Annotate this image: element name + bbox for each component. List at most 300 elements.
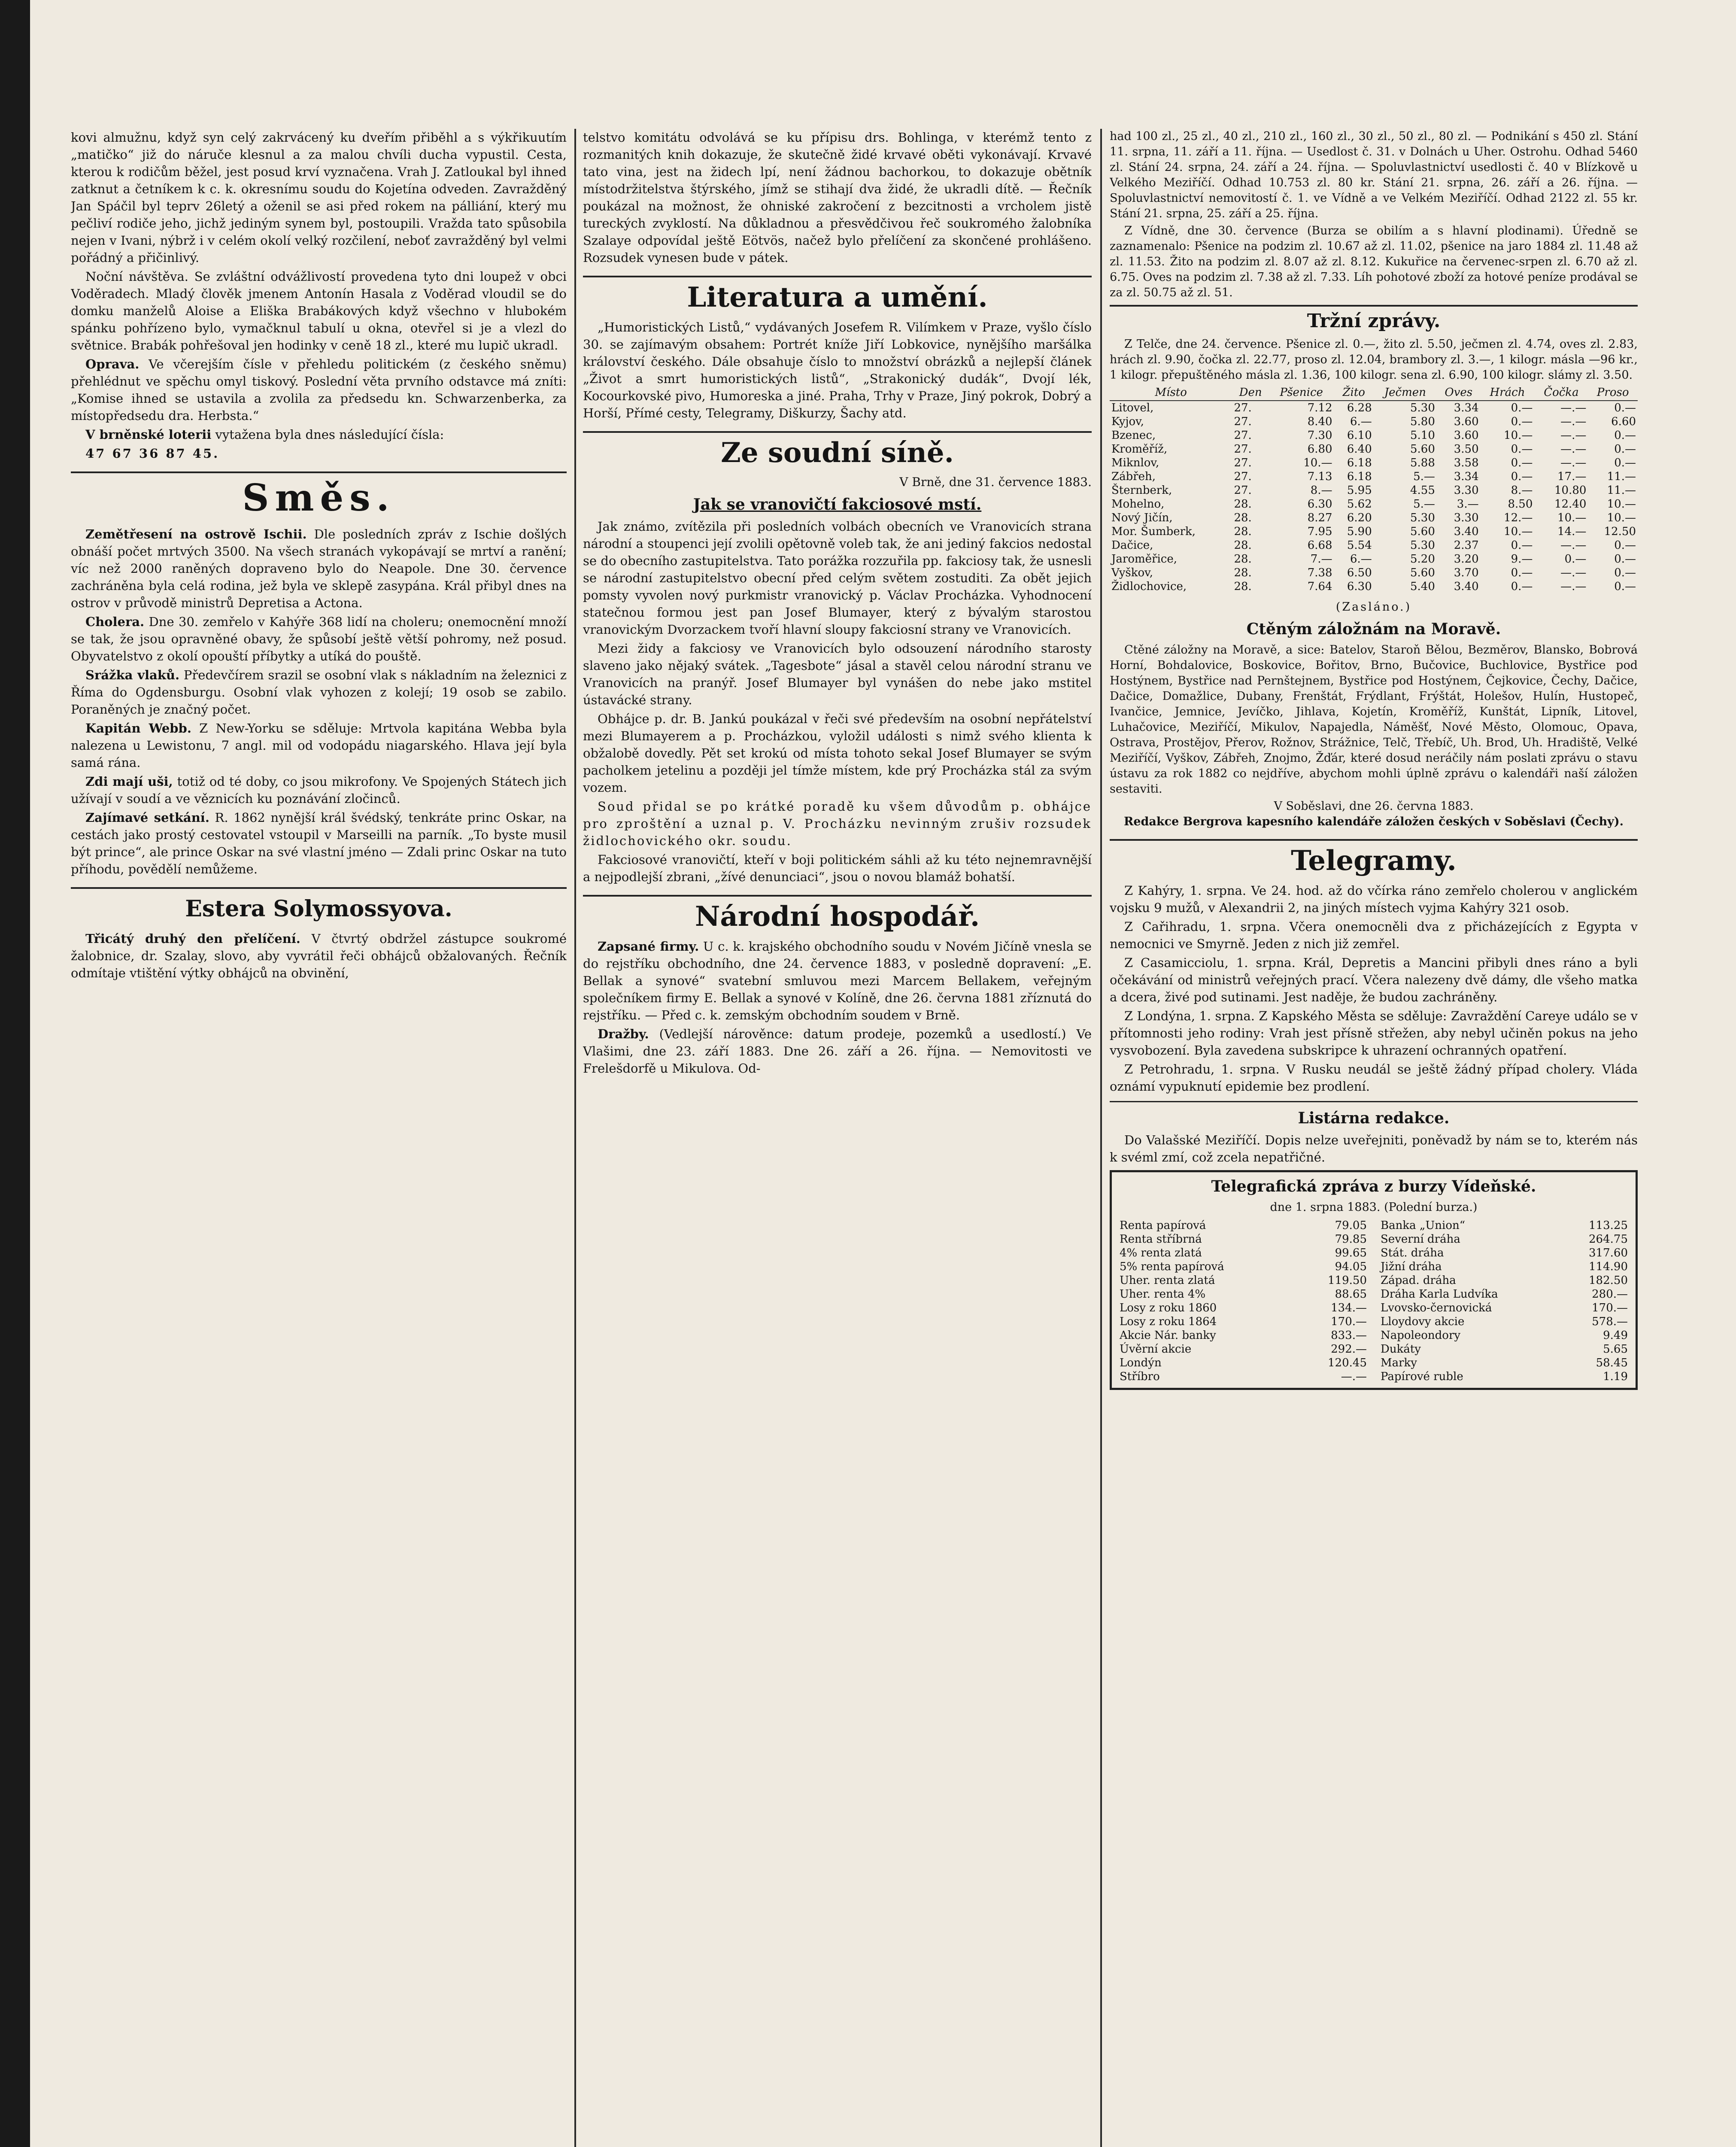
market-table-row (1110, 552, 1638, 566)
market-table-cell: 5.30 (1410, 401, 1435, 414)
stock-table-right (1379, 1219, 1630, 1384)
meeting-text: R. 1862 nynější král švédský, tenkráte princ Oskar, na cestách jako prostý cestovatel vstoupil v Marseilli na parník. „To byste musil být prince“, ale prince Oskar na své vlastní jméno — Zdali princ Oskar na tuto příhodu, povědělí nemůžeme. (71, 810, 567, 876)
market-table-cell: 10.— (1504, 525, 1533, 538)
market-table-cell: 0.— (1614, 553, 1636, 566)
market-table-cell: 3.— (1457, 498, 1479, 511)
market-table-cell: Kyjov, (1111, 415, 1144, 428)
stock-price: 1.19 (1603, 1370, 1628, 1383)
market-table-cell: —.— (1560, 456, 1587, 469)
market-table-cell: 5.30 (1410, 539, 1435, 552)
market-table-cell: —.— (1560, 539, 1587, 552)
market-table-cell: Mohelno, (1111, 498, 1165, 511)
market-table-cell: —.— (1560, 566, 1587, 579)
stock-name: Dukáty (1381, 1343, 1421, 1356)
market-table-cell: 3.40 (1454, 525, 1479, 538)
stock-row (1118, 1246, 1369, 1260)
market-table-cell: 6.60 (1611, 415, 1636, 428)
stock-name: Lloydovy akcie (1381, 1315, 1465, 1328)
stock-row (1118, 1315, 1369, 1329)
train-crash-text: Předevčírem srazil se osobní vlak s nákladním na železnici z Říma do Ogdensburgu. Osobní vlak vyhozen z kolejí; 19 osob se zabilo. Poraněných je značný počet. (71, 668, 567, 717)
market-table-row (1110, 442, 1638, 456)
stock-price: 88.65 (1335, 1288, 1367, 1301)
telegram-constantinople: Z Cařihradu, 1. srpna. Včera onemocněli dva z přicházejících z Egypta v nemocnici ve Smyrně. Jeden z nich již zemřel. (1110, 919, 1638, 951)
market-table-cell: —.— (1560, 415, 1587, 428)
train-crash-paragraph (71, 666, 567, 718)
auctions-text: (Vedlejší nárověnce: datum prodeje, pozemků a usedlostí.) Ve Vlašimi, dne 23. září 1883. Dne 26. září a 26. října. — Nemovitosti ve Frelešdorfě u Mikulova. Od- (583, 1027, 1092, 1076)
header-cell: Čočka (1534, 385, 1588, 401)
stock-name: Losy z roku 1860 (1120, 1302, 1217, 1314)
lottery-numbers: 47 67 36 87 45. (85, 446, 220, 461)
market-table-cell: 0.— (1614, 443, 1636, 456)
market-table-cell: 28. (1234, 539, 1252, 552)
stock-row (1118, 1260, 1369, 1274)
market-table-cell: 27. (1234, 443, 1252, 456)
savings-banks-date: V Soběslavi, dne 26. června 1883. (1274, 800, 1474, 813)
market-table-cell: 0.— (1614, 580, 1636, 593)
earthquake-paragraph (71, 526, 567, 611)
stock-exchange-box (1110, 1170, 1638, 1390)
market-table-cell: —.— (1560, 580, 1587, 593)
editorial-letters-title: Listárna redakce. (1298, 1109, 1450, 1127)
market-table-cell: Jaroměřice, (1111, 553, 1178, 566)
walls-ears-paragraph (71, 773, 567, 807)
auctions-continuation: had 100 zl., 25 zl., 40 zl., 210 zl., 160 zl., 30 zl., 50 zl., 80 zl. — Podnikání s 450 zl. Stání 11. srpna, 11. září a 11. října. — Usedlost č. 31. v Dolnách u Uher. Ostrohu. Odhad 5460 zl. Stání 24. srpna, 24. září a 24. října. — Spoluvlastnictví usedlosti č. 40 v Blízkově u Velkého Meziříčí. Odhad 10.753 zl. 80 kr. Stání 21. srpna, 26. září a 26. října. — Spoluvlastnictví nemovitostí č. 1. ve Vídně a ve Velkém Meziříčí. Odhad 2122 zl. 55 kr. Stání 21. srpna, 25. září a 25. října. (1110, 130, 1638, 220)
market-table-cell: 3.40 (1454, 580, 1479, 593)
market-table-cell: 27. (1234, 401, 1252, 414)
stock-price: 79.85 (1335, 1233, 1367, 1246)
captain-webb-paragraph (71, 720, 567, 771)
walls-ears-text: totiž od té doby, co jsou mikrofony. Ve Spojených Státech jich užívají v soudí a ve věznicích ku poznávání zločinců. (71, 774, 567, 806)
market-table-cell: 3.60 (1454, 415, 1479, 428)
stock-price: 99.65 (1335, 1247, 1367, 1259)
lottery-paragraph (71, 426, 567, 443)
market-table-cell: 5.62 (1347, 498, 1372, 511)
stock-price: 79.05 (1335, 1219, 1367, 1232)
stock-name: Akcie Nár. banky (1120, 1329, 1216, 1342)
market-table-cell: 3.34 (1454, 401, 1479, 414)
market-table-cell: 6.10 (1347, 429, 1372, 442)
stock-price: 9.49 (1603, 1329, 1628, 1342)
stock-name: Lvovsko-černovická (1381, 1302, 1492, 1314)
zaslano-label: (Zasláno.) (1335, 600, 1412, 614)
market-table-cell: 0.— (1511, 401, 1533, 414)
lottery-lead: V brněnské loterii (85, 427, 212, 442)
market-table-cell: 6.18 (1347, 456, 1372, 469)
stock-name: Renta papírová (1120, 1219, 1206, 1232)
earthquake-lead: Zemětřesení na ostrově Ischii. (85, 527, 307, 541)
header-cell: Den (1232, 385, 1269, 401)
telegram-cairo: Z Kahýry, 1. srpna. Ve 24. hod. až do včírka ráno zemřelo cholerou v anglickém vojsku 9 mužů, v Alexandrii 2, na jiných místech vyjma Kahýry 321 osob. (1110, 883, 1638, 915)
market-table-cell: 5.— (1413, 470, 1435, 483)
market-table-cell: 0.— (1511, 456, 1533, 469)
vienna-market-paragraph: Z Vídně, dne 30. července (Burza se obilím a s hlavní plodinami). Úředně se zaznamenalo: Pšenice na podzim zl. 10.67 až zl. 11.02, pšenice na jaro 1884 zl. 11.48 až zl. 11.53. Žito na podzim zl. 8.07 až zl. 8.12. Kukuřice na červenec-srpen zl. 6.70 až zl. 6.75. Oves na podzim zl. 7.38 až zl. 7.33. Líh pohotové zboží za hotové peníze prodával se za zl. 50.75 až zl. 51. (1110, 224, 1638, 299)
header-cell: Proso (1588, 385, 1638, 401)
stock-price: 134.— (1331, 1302, 1367, 1314)
market-table-cell: Zábřeh, (1111, 470, 1156, 483)
stock-name: Dráha Karla Ludvíka (1381, 1288, 1498, 1301)
stock-row (1118, 1329, 1369, 1342)
trial-continuation-paragraph: telstvo komitátu odvolává se ku přípisu drs. Bohlinga, v kterémž tento z rozmanitých knih dokazuje, že skutečně židé krvavé oběti vykonávají. Krvavé tato vina, jest na židech lpí, není žádnou bachorkou, to dokazuje obětník místodržitelstva štýrského, jímž se stihají dva židé, že ukradli dítě. — Řečník poukázal na možnost, že ohniské zakročení z bezcitnosti a vrcholem jistě tureckých zvyklostí. Na důkladnou a přesvědčivou řeč soukromého žalobníka Szalaye odpovídal ještě Eötvös, načež bylo přelíčení za skončené prohlášeno. Rozsudek vynesen bude v pátek. (583, 130, 1092, 265)
market-table-cell: 0.— (1511, 443, 1533, 456)
stock-row (1379, 1356, 1630, 1370)
market-intro: Z Telče, dne 24. července. Pšenice zl. 0.—, žito zl. 5.50, ječmen zl. 4.74, oves zl. 2.83, hrách zl. 9.90, čočka zl. 22.77, proso zl. 12.04, brambory zl. 3.—, 1 kilogr. másla —96 kr., 1 kilogr. přepuštěného másla zl. 1.36, 100 kilogr. sena zl. 6.90, 100 kilogr. slámy zl. 3.50. (1110, 338, 1638, 382)
market-table-cell: 10.— (1303, 456, 1332, 469)
market-table-cell: 6.28 (1347, 401, 1372, 414)
market-table-cell: 0.— (1614, 456, 1636, 469)
market-table-cell: 6.68 (1307, 539, 1332, 552)
stock-row (1379, 1232, 1630, 1246)
market-table-row (1110, 456, 1638, 470)
stock-row (1379, 1260, 1630, 1274)
market-table-row (1110, 525, 1638, 538)
stock-price: 833.— (1331, 1329, 1367, 1342)
market-table-cell: 5.54 (1347, 539, 1372, 552)
telegram-london: Z Londýna, 1. srpna. Z Kapského Města se sděluje: Zavraždění Careye událo se v přítomnosti jeho rodiny: Vrah jest přísně střežen, aby nebyl učiněn pokus na jeho vysvobození. Byla zavedena subskripce k uhrazení ochranných opatření. (1110, 1009, 1638, 1058)
savings-banks-paragraph: Ctěné záložny na Moravě, a sice: Batelov, Staroň Bělou, Bezměrov, Blansko, Bobrová Horní, Bohdalovice, Boskovice, Bořitov, Brno, Bučovice, Buchlovice, Bystřice pod Hostýnem, Bystřice nad Pernštejnem, Bystřice pod Hostýnem, Čejkovice, Čechy, Dačice, Dačice, Domažlice, Dubany, Frenštát, Frýdlant, Frýštát, Holešov, Hulín, Hustopeč, Ivančice, Jemnice, Jevíčko, Jihlava, Kojetín, Kroměříž, Kunštát, Lipník, Litovel, Luhačovice, Meziříčí, Mikulov, Napajedla, Náměšť, Nové Město, Olomouc, Opava, Ostrava, Prostějov, Přerov, Rožnov, Strážnice, Telč, Třebíč, Uh. Brod, Uh. Hradiště, Velké Meziříčí, Vyškov, Zábřeh, Znojmo, Žďár, které dosud neráčily nám poslati zprávu o stavu ústavu za rok 1882 co nejdříve, abychom mohli úplně zprávu o kalendáři naší záložen sestaviti. (1110, 643, 1638, 796)
auctions-lead: Dražby. (598, 1027, 649, 1041)
market-table-cell: 7.30 (1307, 429, 1332, 442)
market-table-cell: 5.60 (1410, 566, 1435, 579)
stock-name: Jižní dráha (1381, 1260, 1442, 1273)
cholera-paragraph (71, 613, 567, 665)
stock-price: 170.— (1592, 1302, 1628, 1314)
market-table-cell: 12.50 (1604, 525, 1636, 538)
stock-name: Londýn (1120, 1356, 1162, 1369)
market-table-cell: Nový Jičín, (1111, 511, 1173, 524)
stock-price: 182.50 (1589, 1274, 1628, 1287)
market-table-cell: 28. (1234, 511, 1252, 524)
stock-name: Severní dráha (1381, 1233, 1460, 1246)
market-table-cell: 5.60 (1410, 525, 1435, 538)
market-table-cell: 0.— (1614, 401, 1636, 414)
market-table-cell: 6.18 (1347, 470, 1372, 483)
night-visit-paragraph: Noční návštěva. Se zvláštní odvážlivostí provedena tyto dni loupež v obci Voděradech. Mladý člověk jmenem Antonín Hasala z Voděrad vloudil se do domku manželů Aloise a Eliška Brabákových když všechno v hlubokém spánku pohřízeno bylo, vymačknul tabulí u okna, otevřel si je a vlezl do světnice. Brabák pohřešoval jen hodinky v ceně 18 zl., které mu lupič ukradl. (71, 269, 567, 353)
stock-price: 280.— (1592, 1288, 1628, 1301)
section-title-telegramy: Telegramy. (1110, 839, 1638, 878)
market-table-cell: 0.— (1511, 470, 1533, 483)
market-table-cell: 3.60 (1454, 429, 1479, 442)
stock-exchange-title: Telegrafická zpráva z burzy Vídeňské. (1211, 1177, 1536, 1195)
market-table-cell: 4.55 (1410, 484, 1435, 497)
market-table-cell: 7.13 (1307, 470, 1332, 483)
column-2 (583, 129, 1092, 2147)
market-table-cell: 7.64 (1307, 580, 1332, 593)
market-table-cell: 5.20 (1410, 553, 1435, 566)
stock-row (1118, 1342, 1369, 1356)
market-table-cell: 5.30 (1410, 511, 1435, 524)
market-table-cell: 9.— (1511, 553, 1533, 566)
meeting-lead: Zajímavé setkání. (85, 810, 209, 825)
editorial-letters-text: Do Valašské Meziříčí. Dopis nelze uveřejniti, poněvadž by nám se to, kterém nás k svéml zmí, což zcela nepatřičné. (1110, 1133, 1638, 1165)
walls-ears-lead: Zdi mají uši, (85, 774, 173, 789)
stock-row (1379, 1274, 1630, 1287)
stock-row (1379, 1246, 1630, 1260)
market-table-cell: 28. (1234, 553, 1252, 566)
train-crash-lead: Srážka vlaků. (85, 668, 180, 682)
firms-text: U c. k. krajského obchodního soudu v Novém Jičíně vnesla se do rejstříku obchodního, dne 24. července 1883, v posledně dopravení: „E. Bellak a synové“ svatební smluvou mezi Marcem Bellakem, veřejným společníkem firmy E. Bellak a synové v Kolíně, dne 26. června 1881 zříznutá do rejstříku. — Před c. k. zemským obchodním soudem v Brně. (583, 939, 1092, 1022)
market-table-row (1110, 497, 1638, 511)
market-table-cell: —.— (1560, 443, 1587, 456)
stock-price: 94.05 (1335, 1260, 1367, 1273)
stock-table-left (1118, 1219, 1369, 1384)
column-1 (71, 129, 567, 2147)
stock-price: 114.90 (1589, 1260, 1628, 1273)
market-table-cell: 8.40 (1307, 415, 1332, 428)
market-table-cell: 5.95 (1347, 484, 1372, 497)
market-table-cell: 0.— (1511, 566, 1533, 579)
earthquake-text: Dle posledních zpráv z Ischie došlých obnáší počet mrtvých 3500. Na všech stranách vykopávají se mrtví a ranění; víc než 2000 raněných dopraveno bylo do Neapole. Dne 30. července zachráněna byla celá rodina, jež byla ve sklepě zasypána. Král přibyl dnes na ostrov v průvodě ministrů Depretisa a Actona. (71, 527, 567, 610)
stock-price: —.— (1341, 1370, 1367, 1383)
market-table-cell: 11.— (1607, 470, 1636, 483)
market-table-cell: 7.38 (1307, 566, 1332, 579)
court-paragraph-4: Soud přidal se po krátké poradě ku všem důvodům p. obhájce pro zproštění a uznal p. V. Procházku nevinným zrušiv rozsudek židlochovického okr. soudu. (583, 799, 1092, 848)
stock-price: 58.45 (1596, 1356, 1628, 1369)
market-table-cell: 10.— (1504, 429, 1533, 442)
header-cell: Ječmen (1374, 385, 1437, 401)
market-table-cell: 5.— (1413, 498, 1435, 511)
market-table-header (1110, 385, 1638, 401)
stock-name: Stříbro (1120, 1370, 1160, 1383)
market-table-cell: 0.— (1511, 539, 1533, 552)
literature-paragraph: „Humoristických Listů,“ vydávaných Josefem R. Vilímkem v Praze, vyšlo číslo 30. se zajímavým obsahem: Portrét kníže Jiří Lobkovice, nynějšího maršálka království českého. Dále obsahuje číslo to množství obrázků a nejlepší článek „Život a smrt humoristických listů“, „Strakonický dudák“, Dvojí lék, Kocourkovské pivo, Humoreska a jiné. Praha, Trhy v Praze, Jiný pokrok, Dobrý a Horší, Přímé cesty, Telegramy, Diškurzy, Šachy atd. (583, 320, 1092, 420)
market-table-cell: 6.— (1350, 553, 1372, 566)
market-table-cell: Bzenec, (1111, 429, 1156, 442)
stock-price: 113.25 (1589, 1219, 1628, 1232)
stock-row (1118, 1301, 1369, 1315)
market-table-cell: 0.— (1614, 566, 1636, 579)
market-table-cell: 10.— (1607, 511, 1636, 524)
stock-row (1379, 1342, 1630, 1356)
market-table-cell: 6.80 (1307, 443, 1332, 456)
market-table-cell: 5.88 (1410, 456, 1435, 469)
market-table-cell: 28. (1234, 525, 1252, 538)
section-title-trzni: Tržní zprávy. (1110, 305, 1638, 333)
market-table-cell: 6.40 (1347, 443, 1372, 456)
market-table-cell: 12.— (1504, 511, 1533, 524)
captain-webb-lead: Kapitán Webb. (85, 721, 191, 736)
market-table-cell: 5.90 (1347, 525, 1372, 538)
stock-price: 119.50 (1328, 1274, 1367, 1287)
divider (1110, 1101, 1638, 1102)
market-table-cell: 12.40 (1554, 498, 1587, 511)
header-cell: Místo (1110, 385, 1232, 401)
stock-row (1379, 1315, 1630, 1329)
court-paragraph-3: Obhájce p. dr. B. Jankú poukázal v řeči své především na osobní nepřátelství mezi Blumayerem a p. Procházkou, vyložil události s nimž svého klienta k obžalobě dovedly. Pět set krokú od místa tohoto sekal Josef Blumayer se svým pacholkem jetelinu a později jel tímže místem, kde prý Procházka stál za svým vozem. (583, 712, 1092, 795)
market-table-cell: 8.— (1310, 484, 1332, 497)
market-table-cell: 6.— (1350, 415, 1372, 428)
stock-name: Stát. dráha (1381, 1247, 1444, 1259)
stock-name: Papírové ruble (1381, 1370, 1463, 1383)
market-table-row (1110, 566, 1638, 580)
stock-price: 317.60 (1589, 1247, 1628, 1259)
stock-name: Renta stříbrná (1120, 1233, 1202, 1246)
market-table-cell: 3.70 (1454, 566, 1479, 579)
stock-name: Marky (1381, 1356, 1417, 1369)
market-table-cell: 3.20 (1454, 553, 1479, 566)
stock-row (1118, 1356, 1369, 1370)
market-table-cell: 27. (1234, 429, 1252, 442)
market-table-cell: Dačice, (1111, 539, 1153, 552)
market-table-cell: 28. (1234, 580, 1252, 593)
stock-price: 264.75 (1589, 1233, 1628, 1246)
telegram-casamicciola: Z Casamicciolu, 1. srpna. Král, Depretis a Mancini přibyli dnes ráno a byli očekávání od ministrů veřejných prací. Včera nalezeny dvě dámy, dle všeho matka a dcera, živé pod sutinami. Jest naděje, že budou zachráněny. (1110, 955, 1638, 1004)
section-title-soudni-sin: Ze soudní síně. (583, 431, 1092, 470)
market-table-row (1110, 484, 1638, 497)
firms-lead: Zapsané firmy. (598, 939, 699, 954)
market-table-cell: 7.12 (1307, 401, 1332, 414)
court-paragraph-1: Jak známo, zvítězila při posledních volbách obecních ve Vranovicích strana národní a stoupenci její zvolili opětovně voleb tak, že ani jediný fakcios nedostal se do obecního zastupitelstva. Tato porážka rozzuřila pp. fakciosy tak, že usnesli se národní zastupitelstvo obecní před celým světem zostuditi. Za obět jejich pomsty vyvolen nový purkmistr vranovický p. Václav Procházka. Vyhodnocení statečnou formou jest pan Josef Blumayer, který z bývalým starostou vranovickým Dvorzackem tvoří hlavní sloupy fakciosní strany ve Vranovicích. (583, 519, 1092, 637)
meeting-paragraph (71, 809, 567, 878)
cholera-lead: Cholera. (85, 614, 145, 629)
market-table-cell: 0.— (1614, 429, 1636, 442)
market-table-cell: 10.80 (1554, 484, 1587, 497)
market-table-cell: 0.— (1511, 415, 1533, 428)
market-table-cell: 28. (1234, 566, 1252, 579)
savings-banks-signature: Redakce Bergrova kapesního kalendáře záložen českých v Soběslavi (Čechy). (1123, 815, 1624, 828)
market-table-cell: 3.34 (1454, 470, 1479, 483)
market-table-row (1110, 470, 1638, 484)
market-table-cell: 27. (1234, 484, 1252, 497)
estera-paragraph (71, 930, 567, 982)
stock-row (1379, 1329, 1630, 1342)
stock-row (1379, 1287, 1630, 1301)
auctions-paragraph (583, 1025, 1092, 1077)
stock-price: 292.— (1331, 1343, 1367, 1356)
column-rule-2 (1100, 129, 1102, 2147)
lottery-text: vytažena byla dnes následující čísla: (215, 427, 444, 442)
captain-webb-text: Z New-Yorku se sděluje: Mrtvola kapitána Webba byla nalezena u Lewistonu, 7 angl. mil od vodopádu niagarského. Hlava její byla samá rána. (71, 721, 567, 770)
correction-text: Ve včerejším čísle v přehledu politickém (z českého sněmu) přehlédnut ve spěchu omyl tiskový. Poslední věta prvního odstavce má zníti: „Komise ihned se ustavila a zvolila za předsedu kn. Schwarzenberka, za místopředsedu dra. Herbsta.“ (71, 357, 567, 423)
market-table-cell: Židlochovice, (1111, 580, 1187, 593)
court-subtitle: Jak se vranovičtí fakciosové mstí. (693, 496, 982, 514)
header-cell: Oves (1437, 385, 1481, 401)
market-table-row (1110, 538, 1638, 552)
market-price-table (1110, 385, 1638, 593)
stock-price: 120.45 (1328, 1356, 1367, 1369)
header-cell: Pšenice (1269, 385, 1334, 401)
estera-text: V čtvrtý obdržel zástupce soukromé žalobnice, dr. Szalay, slovo, aby vyvrátil řeči obhájců obžalovaných. Řečník odmítaje vtištění výtky obhájců na obvinění, (71, 931, 567, 980)
stock-row (1118, 1232, 1369, 1246)
market-table-cell: 27. (1234, 456, 1252, 469)
market-table-cell: 28. (1234, 498, 1252, 511)
market-table-cell: 3.50 (1454, 443, 1479, 456)
market-table-cell: Miknlov, (1111, 456, 1159, 469)
court-dateline: V Brně, dne 31. července 1883. (899, 475, 1092, 489)
market-table-cell: 3.30 (1454, 484, 1479, 497)
stock-row (1379, 1301, 1630, 1315)
market-table-cell: 5.80 (1410, 415, 1435, 428)
market-table-cell: 3.30 (1454, 511, 1479, 524)
market-table-cell: 0.— (1564, 553, 1587, 566)
stock-row (1118, 1287, 1369, 1301)
market-table-cell: Vyškov, (1111, 566, 1153, 579)
stock-name: Uher. renta 4% (1120, 1288, 1206, 1301)
market-table-row (1110, 401, 1638, 415)
market-table-cell: 6.50 (1347, 566, 1372, 579)
stock-name: Uher. renta zlatá (1120, 1274, 1215, 1287)
market-table-cell: Šternberk, (1111, 484, 1172, 497)
section-title-smes: Směs. (71, 471, 567, 520)
market-table-cell: 7.— (1310, 553, 1332, 566)
market-table-cell: Litovel, (1111, 401, 1154, 414)
section-title-literatura: Literatura a umění. (583, 276, 1092, 314)
stock-name: Losy z roku 1864 (1120, 1315, 1217, 1328)
market-table-cell: Kroměříž, (1111, 443, 1168, 456)
market-table-cell: Mor. Šumberk, (1111, 525, 1196, 538)
market-table-cell: 6.20 (1347, 511, 1372, 524)
stock-name: Úvěrní akcie (1120, 1343, 1192, 1356)
stock-exchange-date: dne 1. srpna 1883. (Polední burza.) (1270, 1201, 1478, 1214)
stock-name: Napoleondory (1381, 1329, 1461, 1342)
cholera-text: Dne 30. zemřelo v Kahýře 368 lidí na choleru; onemocnění množí se tak, že jsou opravněné obavy, že spůsobí ještě větší pohromy, než posud. Obyvatelstvo z okolí opouští příbytky a utíká do pouště. (71, 614, 567, 663)
market-table-row (1110, 580, 1638, 593)
market-table-cell: 0.— (1614, 539, 1636, 552)
savings-banks-title: Ctěným záložnám na Moravě. (1246, 620, 1501, 638)
murder-report-paragraph: kovi almužnu, když syn celý zakrvácený ku dveřím přiběhl a s výkřikuutím „matičko“ již do náruče klesnul a za malou chvíli ducha vypustil. Cesta, kterou k rodičům běžel, jest posud krví vyznačena. Vrah J. Zatloukal byl ihned zatknut a četníkem k c. k. okresnímu soudu do Kojetína odveden. Zavražděný Jan Spáčil byl teprv 26letý a oženil se asi před rokem na pálliání, který mu pečliví rodiče jeho, jichž jediným synem byl, postoupili. Vražda tato spůsobila nejen v Ivani, nýbrž i v celém okolí velký rozčilení, neboť zavražděný byl velmi pořádný a přičinlivý. (71, 130, 567, 265)
stock-price: 170.— (1331, 1315, 1367, 1328)
market-table-body (1110, 401, 1638, 593)
market-table-cell: —.— (1560, 429, 1587, 442)
market-table-cell: 2.37 (1454, 539, 1479, 552)
market-table-cell: 10.— (1557, 511, 1587, 524)
column-rule-1 (574, 129, 576, 2147)
market-table-cell: —.— (1560, 401, 1587, 414)
market-table-cell: 17.— (1557, 470, 1587, 483)
market-table-cell: 0.— (1511, 580, 1533, 593)
court-paragraph-5: Fakciosové vranovičtí, kteří v boji politickém sáhli až ku této nejnemravnější a nejpodlejší zbrani, „žívé denunciaci“, jsou o novou blamáž bohatší. (583, 852, 1092, 884)
stock-row (1379, 1219, 1630, 1232)
correction-paragraph (71, 356, 567, 424)
stock-row (1118, 1274, 1369, 1287)
market-table-cell: 27. (1234, 470, 1252, 483)
market-table-cell: 10.— (1607, 498, 1636, 511)
market-table-cell: 5.10 (1410, 429, 1435, 442)
market-table-cell: 8.— (1511, 484, 1533, 497)
header-cell: Žito (1334, 385, 1374, 401)
market-table-cell: 8.27 (1307, 511, 1332, 524)
market-table-cell: 5.40 (1410, 580, 1435, 593)
market-table-row (1110, 511, 1638, 525)
telegram-petersburg: Z Petrohradu, 1. srpna. V Rusku neudál se ještě žádný případ cholery. Vláda oznámí vypuknutí epidemie bez prodlení. (1110, 1062, 1638, 1094)
stock-name: 5% renta papírová (1120, 1260, 1224, 1273)
market-table-row (1110, 429, 1638, 442)
stock-row (1118, 1219, 1369, 1232)
market-table-cell: 8.50 (1508, 498, 1533, 511)
stock-name: Západ. dráha (1381, 1274, 1456, 1287)
stock-exchange-columns (1118, 1219, 1630, 1384)
market-table-cell: 3.58 (1454, 456, 1479, 469)
court-paragraph-2: Mezi židy a fakciosy ve Vranovicích bylo odsouzení národního starosty slaveno jako nějaký svátek. „Tagesbote“ jásal a stavěl celou národní stranu ve Vranovicích na pranýř. Josef Blumayer byl vynášen do nebe jako mstitel ústavácké strany. (583, 641, 1092, 707)
column-3 (1110, 129, 1638, 2147)
header-cell: Hrách (1481, 385, 1535, 401)
market-table-cell: 27. (1234, 415, 1252, 428)
market-table-cell: 14.— (1557, 525, 1587, 538)
section-title-estera: Estera Solymossyova. (71, 887, 567, 926)
stock-name: 4% renta zlatá (1120, 1247, 1202, 1259)
firms-paragraph (583, 938, 1092, 1024)
section-title-hospodar: Národní hospodář. (583, 895, 1092, 934)
market-table-cell: 7.95 (1307, 525, 1332, 538)
market-table-cell: 5.60 (1410, 443, 1435, 456)
market-table-row (1110, 415, 1638, 429)
stock-row (1379, 1370, 1630, 1384)
stock-price: 578.— (1592, 1315, 1628, 1328)
stock-row (1118, 1370, 1369, 1384)
market-table-cell: 11.— (1607, 484, 1636, 497)
market-table-cell: 6.30 (1307, 498, 1332, 511)
correction-lead: Oprava. (85, 357, 140, 371)
stock-name: Banka „Union“ (1381, 1219, 1466, 1232)
